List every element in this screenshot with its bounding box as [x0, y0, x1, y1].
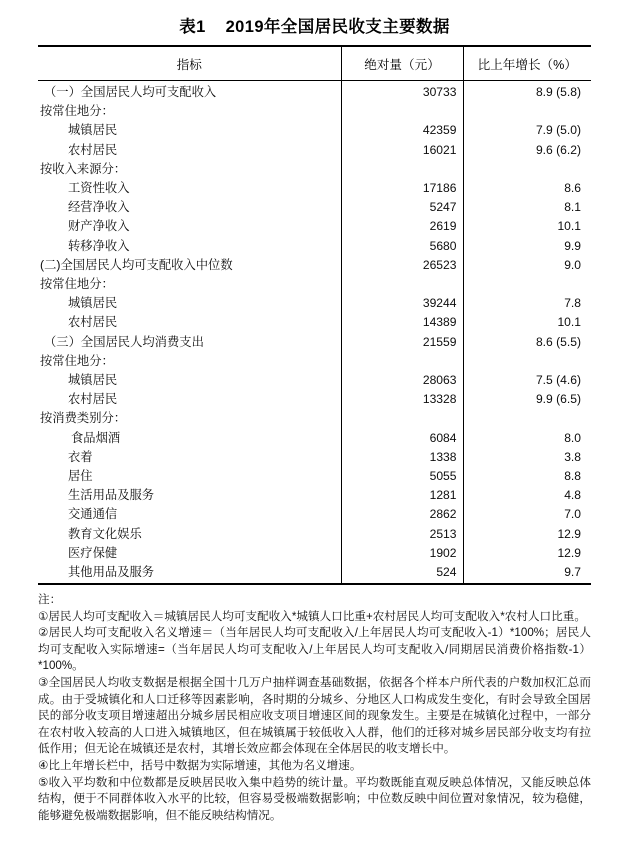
table-row	[38, 237, 591, 256]
row-absolute-value	[341, 409, 463, 428]
row-growth-rate: 7.0	[463, 505, 591, 524]
table-row	[38, 256, 591, 275]
table-row	[38, 102, 591, 121]
row-growth-rate: 8.1	[463, 198, 591, 217]
row-growth-rate: 7.5 (4.6)	[463, 371, 591, 390]
row-absolute-value: 5055	[341, 467, 463, 486]
row-growth-rate: 8.9 (5.8)	[463, 81, 591, 103]
row-label: 按常住地分：	[40, 277, 114, 292]
row-absolute-value: 1281	[341, 486, 463, 505]
row-label: (二)全国居民人均可支配收入中位数	[40, 257, 233, 272]
row-absolute-value: 5680	[341, 237, 463, 256]
page-title: 表1 2019年全国居民收支主要数据	[179, 18, 450, 36]
table-row	[38, 294, 591, 313]
row-absolute-value: 1338	[341, 448, 463, 467]
row-label: 其他用品及服务	[38, 563, 341, 584]
row-label: 城镇居民	[68, 123, 118, 138]
row-absolute-value: 13328	[341, 390, 463, 409]
table-row	[38, 544, 591, 563]
table-header-row	[38, 46, 591, 81]
column-header-indicator: 指标	[38, 46, 341, 81]
row-growth-rate: 9.9 (6.5)	[463, 390, 591, 409]
table-row	[38, 313, 591, 332]
row-absolute-value	[341, 275, 463, 294]
row-absolute-value	[341, 352, 463, 371]
row-label: 交通通信	[68, 507, 118, 522]
row-growth-rate	[463, 275, 591, 294]
row-absolute-value: 5247	[341, 198, 463, 217]
row-absolute-value: 2513	[341, 525, 463, 544]
row-absolute-value	[341, 102, 463, 121]
row-growth-rate	[463, 352, 591, 371]
row-absolute-value: 1902	[341, 544, 463, 563]
table-row	[38, 217, 591, 236]
row-growth-rate: 9.9	[463, 237, 591, 256]
table-row	[38, 275, 591, 294]
row-label: 食品烟酒	[71, 430, 121, 445]
row-absolute-value: 524	[341, 563, 463, 584]
note-item: ④比上年增长栏中，括号中数据为实际增速，其他为名义增速。	[38, 759, 362, 773]
table-row	[38, 563, 591, 584]
row-label: 转移净收入	[68, 238, 130, 253]
row-growth-rate: 8.8	[463, 467, 591, 486]
table-row	[38, 429, 591, 448]
row-growth-rate: 12.9	[463, 544, 591, 563]
row-label: 城镇居民	[68, 373, 118, 388]
row-label: 按常住地分：	[40, 353, 114, 368]
table-row	[38, 525, 591, 544]
table-row	[38, 409, 591, 428]
row-label: 居住	[68, 469, 93, 484]
table-row	[38, 198, 591, 217]
notes-section	[38, 592, 591, 824]
row-growth-rate: 12.9	[463, 525, 591, 544]
table-row	[38, 121, 591, 140]
table-row	[38, 467, 591, 486]
row-growth-rate: 8.0	[463, 429, 591, 448]
row-absolute-value: 26523	[341, 256, 463, 275]
row-growth-rate: 9.0	[463, 256, 591, 275]
table-row	[38, 390, 591, 409]
income-expenditure-table	[38, 45, 591, 585]
row-label: 按消费类别分：	[40, 411, 127, 426]
row-absolute-value: 28063	[341, 371, 463, 390]
row-label: 农村居民	[68, 315, 118, 330]
table-row	[38, 486, 591, 505]
note-item: ②居民人均可支配收入名义增速＝（当年居民人均可支配收入/上年居民人均可支配收入-1）*100%；居民人均可支配收入实际增速=（当年居民人均可支配收入/上年居民人均可支配收入/同期居民消费价格指数-1）*100%。	[38, 626, 591, 673]
row-growth-rate: 8.6 (5.5)	[463, 333, 591, 352]
row-label: 经营净收入	[68, 200, 130, 215]
row-label: （一）全国居民人均可支配收入	[44, 85, 217, 99]
row-label: 医疗保健	[68, 545, 118, 560]
row-growth-rate: 9.7	[463, 563, 591, 584]
row-growth-rate: 10.1	[463, 313, 591, 332]
table-row	[38, 505, 591, 524]
table-row	[38, 352, 591, 371]
row-label: 按收入来源分：	[40, 161, 127, 176]
notes-heading: 注：	[38, 593, 62, 607]
row-absolute-value: 21559	[341, 333, 463, 352]
table-row	[38, 333, 591, 352]
table-row	[38, 81, 591, 103]
row-label: 农村居民	[68, 142, 118, 157]
row-growth-rate: 3.8	[463, 448, 591, 467]
row-growth-rate	[463, 102, 591, 121]
column-header-absolute-value: 绝对量（元）	[341, 46, 463, 81]
row-absolute-value	[341, 160, 463, 179]
row-absolute-value: 17186	[341, 179, 463, 198]
row-absolute-value: 39244	[341, 294, 463, 313]
row-label: 按常住地分：	[40, 104, 114, 119]
row-growth-rate: 7.8	[463, 294, 591, 313]
row-growth-rate	[463, 160, 591, 179]
row-growth-rate	[463, 409, 591, 428]
note-item: ③全国居民人均收支数据是根据全国十几万户抽样调查基础数据，依据各个样本户所代表的户数加权汇总而成。由于受城镇化和人口迁移等因素影响，各时期的分城乡、分地区人口构成发生变化，有时会导致全国居民的部分收支项目增速超出分城乡居民相应收支项目增速区间的现象发生。主要是在城镇化过程中，一部分在农村收入较高的人口进入城镇地区，但在城镇属于较低收入人群，他们的迁移对城乡居民部分收支均有拉低作用；但无论在城镇还是农村，其增长效应都会体现在全体居民的收支增长中。	[38, 676, 591, 756]
row-absolute-value: 14389	[341, 313, 463, 332]
column-header-growth-rate: 比上年增长（%）	[463, 46, 591, 81]
row-label: 工资性收入	[68, 181, 130, 196]
row-growth-rate: 7.9 (5.0)	[463, 121, 591, 140]
row-label: 教育文化娱乐	[68, 526, 142, 541]
table-row	[38, 448, 591, 467]
row-growth-rate: 8.6	[463, 179, 591, 198]
table-row	[38, 371, 591, 390]
row-label: 财产净收入	[68, 219, 130, 234]
row-label: 生活用品及服务	[68, 488, 155, 503]
table-body	[38, 81, 591, 585]
row-label: 农村居民	[68, 392, 118, 407]
row-growth-rate: 9.6 (6.2)	[463, 141, 591, 160]
row-absolute-value: 42359	[341, 121, 463, 140]
row-growth-rate: 4.8	[463, 486, 591, 505]
row-growth-rate: 10.1	[463, 217, 591, 236]
row-absolute-value: 2619	[341, 217, 463, 236]
row-absolute-value: 6084	[341, 429, 463, 448]
row-label: 衣着	[68, 449, 93, 464]
row-label: 城镇居民	[68, 296, 118, 311]
table-row	[38, 160, 591, 179]
table-row	[38, 179, 591, 198]
notes-list	[38, 609, 591, 825]
table-row	[38, 141, 591, 160]
row-absolute-value: 30733	[341, 81, 463, 103]
table-header	[38, 46, 591, 81]
row-absolute-value: 2862	[341, 505, 463, 524]
note-item: ⑤收入平均数和中位数都是反映居民收入集中趋势的统计量。平均数既能直观反映总体情况，又能反映总体结构，便于不同群体收入水平的比较，但容易受极端数据影响；中位数反映中间位置对象情况，较为稳健，能够避免极端数据影响，但不能反映结构情况。	[38, 775, 591, 822]
row-absolute-value: 16021	[341, 141, 463, 160]
row-label: （三）全国居民人均消费支出	[44, 334, 204, 349]
note-item: ①居民人均可支配收入＝城镇居民人均可支配收入*城镇人口比重+农村居民人均可支配收入*农村人口比重。	[38, 609, 586, 623]
